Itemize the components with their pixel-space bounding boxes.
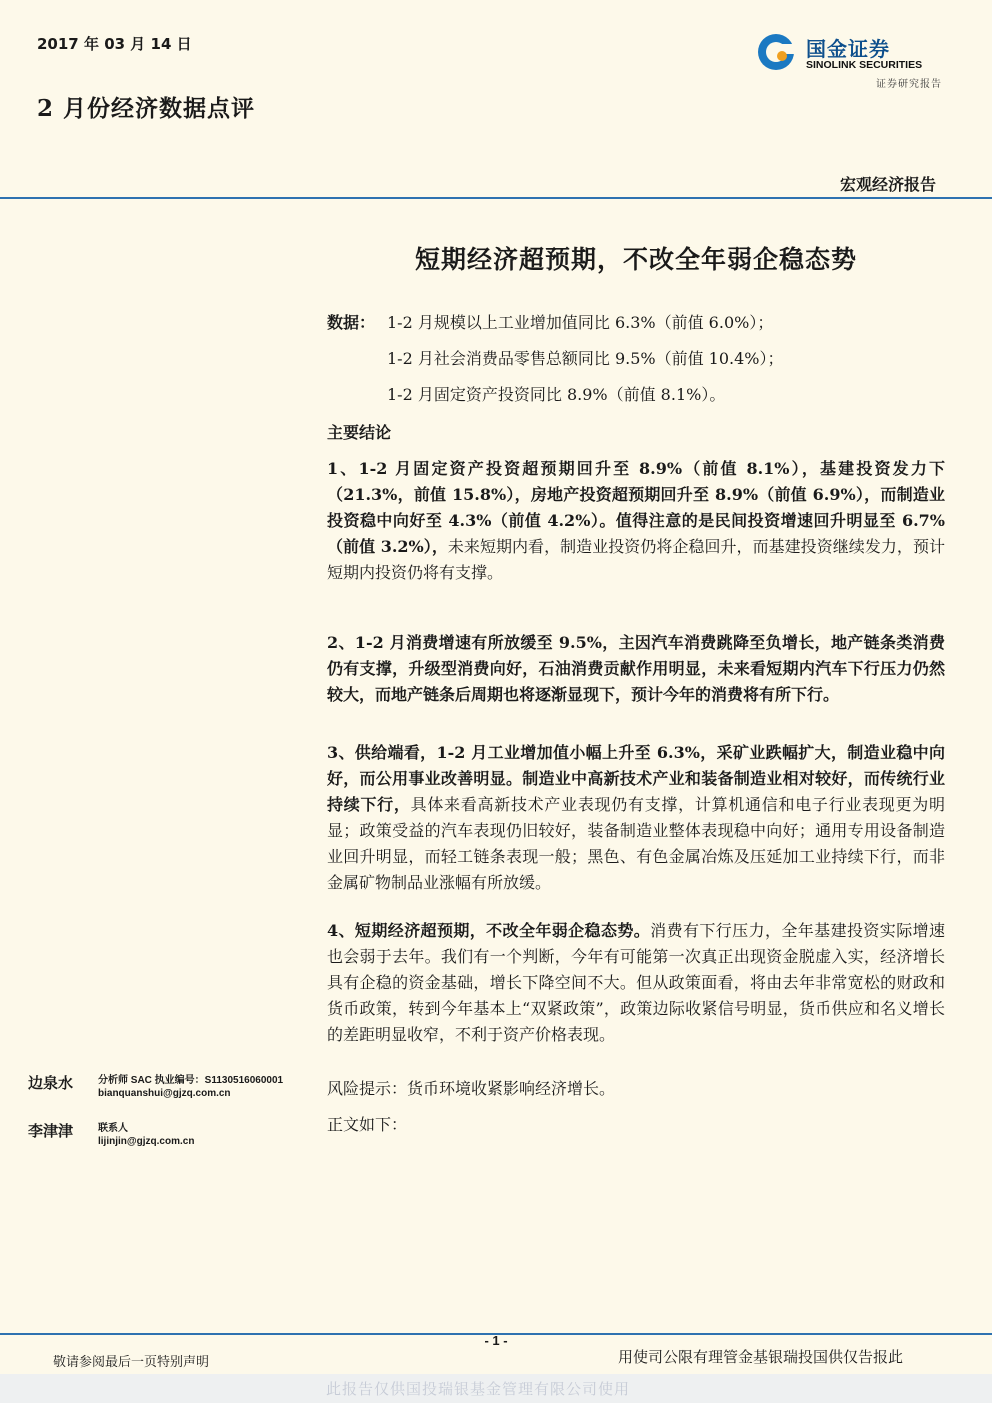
summary-content	[327, 310, 945, 1138]
data-value: 1-2 月社会消费品零售总额同比 9.5%（前值 10.4%）；	[387, 349, 784, 368]
data-label: 数据：	[327, 313, 376, 332]
body-label: 正文如下：	[327, 1115, 408, 1134]
author-role: 分析师 SAC 执业编号：S1130516060001	[98, 1075, 284, 1086]
data-row	[327, 382, 945, 418]
conclusion-bold-text: 1、1-2 月固定资产投资超预期回升至 8.9%（前值 8.1%），基建投资发力下（21.3%，前值 15.8%），房地产投资超预期回升至 8.9%（前值 6.9%），而制造业投资稳中向好至 4.3%（前值 4.2%）。值得注意的是民间投资增速回升明显至 6.7%（前值 3.2%），	[327, 459, 945, 556]
report-headline: 短期经济超预期，不改全年弱企稳态势	[414, 245, 857, 274]
conclusion-text: 消费有下行压力，全年基建投资实际增速也会弱于去年。我们有一个判断，今年有可能第一次真正出现资金脱虚入实，经济增长具有企稳的资金基础，增长下降空间不大。但从政策面看，将由去年非常宽松的财政和货币政策，转到今年基本上“双紧政策”，政策边际收紧信号明显，货币供应和名义增长的差距明显收窄，不利于资产价格表现。	[327, 921, 945, 1044]
data-row	[327, 346, 945, 382]
report-date: 2017 年 03 月 14 日	[37, 35, 192, 53]
conclusion-paragraph	[327, 918, 945, 1048]
author-role: 联系人	[98, 1123, 128, 1134]
author-name: 边泉水	[28, 1074, 74, 1092]
conclusion-paragraph	[327, 740, 945, 896]
conclusion-paragraph	[327, 456, 945, 586]
footer-disclaimer: 敬请参阅最后一页特别声明	[53, 1355, 210, 1370]
company-logo	[756, 30, 946, 92]
conclusion-paragraph	[327, 630, 945, 708]
header-divider	[0, 197, 992, 199]
data-value: 1-2 月规模以上工业增加值同比 6.3%（前值 6.0%）；	[387, 313, 774, 332]
risk-warning: 风险提示：货币环境收紧影响经济增长。	[327, 1079, 616, 1098]
footer-watermark: 此报告仅供国投瑞银基金管理有限公司使用	[326, 1380, 631, 1398]
conclusion-bold-text: 2、1-2 月消费增速有所放缓至 9.5%，主因汽车消费跳降至负增长，地产链条类消费仍有支撑，升级型消费向好，石油消费贡献作用明显，未来看短期内汽车下行压力仍然较大，而地产链条后周期也将逐渐显现下，预计今年的消费将有所下行。	[327, 633, 945, 704]
conclusion-bold-text: 3、供给端看，1-2 月工业增加值小幅上升至 6.3%，采矿业跌幅扩大，制造业稳中向好，而公用事业改善明显。制造业中高新技术产业和装备制造业相对较好，而传统行业持续下行，	[327, 743, 945, 814]
sinolink-logo-icon	[756, 32, 796, 72]
conclusion-text: 未来短期内看，制造业投资仍将企稳回升，而基建投资继续发力，预计短期内投资仍将有支撑。	[327, 537, 945, 582]
report-type: 宏观经济报告	[839, 175, 936, 194]
page-number: - 1 -	[484, 1333, 508, 1348]
logo-english-name: SINOLINK SECURITIES	[806, 59, 923, 71]
author-name: 李津津	[28, 1122, 74, 1140]
author-email[interactable]: bianquanshui@gjzq.com.cn	[98, 1088, 231, 1099]
conclusion-bold-text: 4、短期经济超预期，不改全年弱企稳态势。	[327, 921, 651, 940]
logo-subtitle: 证券研究报告	[876, 79, 942, 90]
report-subject: 2 月份经济数据点评	[37, 95, 256, 122]
author-email[interactable]: lijinjin@gjzq.com.cn	[98, 1136, 195, 1147]
footer-usage-note: 用使司公限有理管金基银瑞投国供仅告报此	[618, 1348, 904, 1366]
data-row	[327, 310, 945, 346]
conclusion-text: 具体来看高新技术产业表现仍有支撑，计算机通信和电子行业表现更为明显；政策受益的汽车表现仍旧较好，装备制造业整体表现稳中向好；通用专用设备制造业回升明显，而轻工链条表现一般；黑色、有色金属冶炼及压延加工业持续下行，而非金属矿物制品业涨幅有所放缓。	[327, 795, 945, 892]
main-conclusion-title: 主要结论	[327, 423, 392, 442]
data-value: 1-2 月固定资产投资同比 8.9%（前值 8.1%）。	[387, 385, 726, 404]
logo-chinese-name: 国金证券	[806, 37, 890, 61]
